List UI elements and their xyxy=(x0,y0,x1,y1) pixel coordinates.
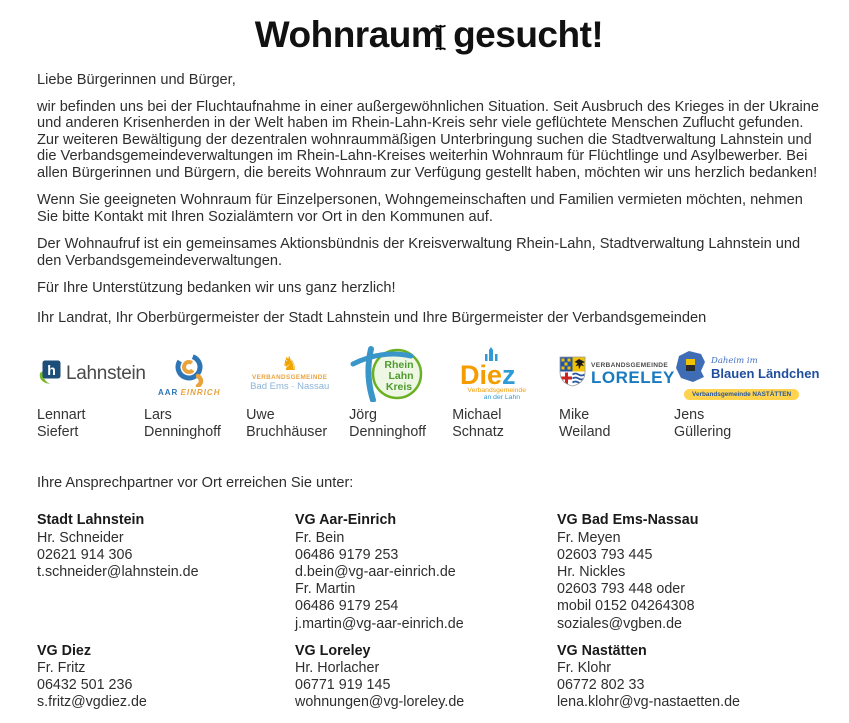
signatory-name xyxy=(144,407,246,441)
contacts-heading: Ihre Ansprechpartner vor Ort erreichen Sie unter: xyxy=(37,475,354,492)
last-name: Denninghoff xyxy=(349,424,426,441)
nastaetten-logo-banner: Verbandsgemeinde NASTÄTTEN xyxy=(684,389,799,400)
contact-person: Fr. Meyen xyxy=(557,529,621,546)
contact-phone: mobil 0152 04264308 xyxy=(557,598,695,615)
rhein-lahn-kreis-logo xyxy=(349,346,452,402)
first-name: Lars xyxy=(144,407,172,424)
signatory-rhein-lahn-kreis xyxy=(349,346,452,441)
svg-text:Rhein: Rhein xyxy=(384,359,414,372)
last-name: Denninghoff xyxy=(144,424,221,441)
contact-vg-nastaetten xyxy=(557,643,821,712)
nastaetten-logo xyxy=(674,346,821,402)
first-name: Michael xyxy=(452,407,502,424)
svg-text:Verbandsgemeinde: Verbandsgemeinde xyxy=(467,387,527,395)
contact-email: lena.klohr@vg-nastaetten.de xyxy=(557,694,741,711)
contact-person: Hr. Nickles xyxy=(557,563,626,580)
greeting-line: Liebe Bürgerinnen und Bürger, xyxy=(37,72,236,88)
contact-person: Fr. Bein xyxy=(295,529,345,546)
contact-phone: 06771 919 145 xyxy=(295,677,391,694)
contact-org: VG Diez xyxy=(37,642,92,659)
intro-paragraph: wir befinden uns bei der Fluchtaufnahme in einer außergewöhnlichen Situation. Seit Ausbruch des Krieges in der Ukraine und anderen Krisenherden in der Welt haben im Rhein-Lahn-Kreis sehr viele geflüchtete Menschen Zuflucht gefunden. Zur weiteren Bewältigung der dezentralen wohnraummäßigen Unterbringung suchen die Stadtverwaltung Lahnstein und die Verbandsgemeindeverwaltungen im Rhein-Lahn-Kreises weiterhin Wohnraum für Flüchtlinge und Asylbewerber. Bei allen Bürgerinnen und Bürgern, die bereits Wohnraum zur Verfügung gestellt haben, möchten wir uns herzlich bedanken! xyxy=(37,99,820,181)
contact-email: j.martin@vg-aar-einrich.de xyxy=(295,615,464,632)
diez-logo xyxy=(452,346,559,402)
signatory-name xyxy=(37,407,144,441)
thanks-paragraph: Für Ihre Unterstützung bedanken wir uns ganz herzlich! xyxy=(37,280,396,297)
last-name: Weiland xyxy=(559,424,611,441)
contact-vg-bad-ems-nassau xyxy=(557,512,821,632)
contact-phone: 06486 9179 254 xyxy=(295,598,399,615)
first-name: Uwe xyxy=(246,407,275,424)
page-title: Wohnraum gesucht! xyxy=(254,14,604,55)
bad-ems-logo-text-1: VERBANDSGEMEINDE xyxy=(252,374,328,382)
last-name: Bruchhäuser xyxy=(246,424,328,441)
loreley-coat-of-arms-icon xyxy=(559,356,586,392)
aar-einrich-spiral-icon xyxy=(167,351,211,392)
diez-wordmark-icon xyxy=(454,347,530,401)
contact-email: soziales@vgben.de xyxy=(557,615,682,632)
last-name: Güllering xyxy=(674,424,732,441)
contact-org: VG Bad Ems-Nassau xyxy=(557,512,699,529)
contact-org: VG Aar-Einrich xyxy=(295,512,397,529)
contact-phone: 06486 9179 253 xyxy=(295,546,399,563)
last-name: Schnatz xyxy=(452,424,504,441)
contact-person: Fr. Klohr xyxy=(557,659,612,676)
last-name: Siefert xyxy=(37,424,79,441)
svg-text:an der Lahn: an der Lahn xyxy=(483,394,521,402)
aar-einrich-logo-text: AAR EINRICH xyxy=(158,388,221,398)
svg-text:h: h xyxy=(47,362,56,379)
signatory-name xyxy=(674,407,821,441)
contact-email: wohnungen@vg-loreley.de xyxy=(295,694,465,711)
contact-org: Stadt Lahnstein xyxy=(37,512,145,529)
loreley-logo-text-1: VERBANDSGEMEINDE xyxy=(591,362,669,370)
first-name: Jörg xyxy=(349,407,377,424)
signatory-aar-einrich xyxy=(144,346,246,441)
contact-vg-aar-einrich xyxy=(295,512,557,632)
signature-line: Ihr Landrat, Ihr Oberbürgermeister der Stadt Lahnstein und Ihre Bürgermeister der Verbandsgemeinden xyxy=(37,309,707,326)
contact-person: Hr. Horlacher xyxy=(295,659,380,676)
loreley-logo-text-2: LORELEY xyxy=(591,368,675,388)
aar-einrich-logo xyxy=(144,346,246,402)
signatory-name xyxy=(452,407,559,441)
contact-grid xyxy=(37,512,821,711)
contact-person: Fr. Fritz xyxy=(37,659,86,676)
signatory-lahnstein xyxy=(37,346,144,441)
signatory-loreley xyxy=(559,346,674,441)
first-name: Lennart xyxy=(37,407,86,424)
contact-email: s.fritz@vgdiez.de xyxy=(37,694,147,711)
contact-person: Fr. Martin xyxy=(295,581,356,598)
contact-org: VG Nastätten xyxy=(557,642,647,659)
contact-email: d.bein@vg-aar-einrich.de xyxy=(295,563,456,580)
contact-phone: 06432 501 236 xyxy=(37,677,133,694)
alliance-paragraph: Der Wohnaufruf ist ein gemeinsames Aktionsbündnis der Kreisverwaltung Rhein-Lahn, Stadtverwaltung Lahnstein und den Verbandsgemeindeverwaltungen. xyxy=(37,236,801,269)
contact-email: t.schneider@lahnstein.de xyxy=(37,563,199,580)
svg-text:Diez: Diez xyxy=(460,360,516,391)
contact-vg-loreley xyxy=(295,643,557,712)
gold-lion-icon: ♞ xyxy=(281,354,299,376)
first-name: Jens xyxy=(674,407,705,424)
lahnstein-icon xyxy=(37,358,64,390)
bad-ems-nassau-logo xyxy=(246,346,349,402)
rhein-lahn-kreis-icon xyxy=(349,346,431,402)
signatories-row xyxy=(37,346,821,441)
contact-stadt-lahnstein xyxy=(37,512,295,632)
signatory-nastaetten xyxy=(674,346,821,441)
signatory-diez xyxy=(452,346,559,441)
signatory-name xyxy=(246,407,349,441)
contact-phone: 02603 793 448 oder xyxy=(557,581,685,598)
loreley-logo xyxy=(559,346,674,402)
rental-call-paragraph: Wenn Sie geeigneten Wohnraum für Einzelpersonen, Wohngemeinschaften und Familien vermieten möchten, nehmen Sie bitte Kontakt mit Ihren Sozialämtern vor Ort in den Kommunen auf. xyxy=(37,192,803,225)
lahnstein-logo-text: Lahnstein xyxy=(66,363,146,385)
svg-text:Kreis: Kreis xyxy=(386,381,413,394)
nastaetten-logo-text-1: Daheim im xyxy=(711,355,758,366)
nastaetten-logo-text-2: Blauen Ländchen xyxy=(711,365,820,381)
signatory-name xyxy=(349,407,452,441)
blaues-laendchen-map-icon xyxy=(674,349,707,388)
contact-vg-diez xyxy=(37,643,295,712)
signatory-bad-ems-nassau xyxy=(246,346,349,441)
contact-phone: 06772 802 33 xyxy=(557,677,645,694)
bad-ems-logo-text-2: Bad Ems · Nassau xyxy=(250,381,330,393)
lahnstein-logo xyxy=(37,346,144,402)
contact-phone: 02621 914 306 xyxy=(37,546,133,563)
signatory-name xyxy=(559,407,674,441)
first-name: Mike xyxy=(559,407,590,424)
svg-text:Lahn: Lahn xyxy=(388,370,414,383)
contact-org: VG Loreley xyxy=(295,642,371,659)
text-ibeam-cursor-icon xyxy=(434,24,447,56)
contact-person: Hr. Schneider xyxy=(37,529,124,546)
contact-phone: 02603 793 445 xyxy=(557,546,653,563)
